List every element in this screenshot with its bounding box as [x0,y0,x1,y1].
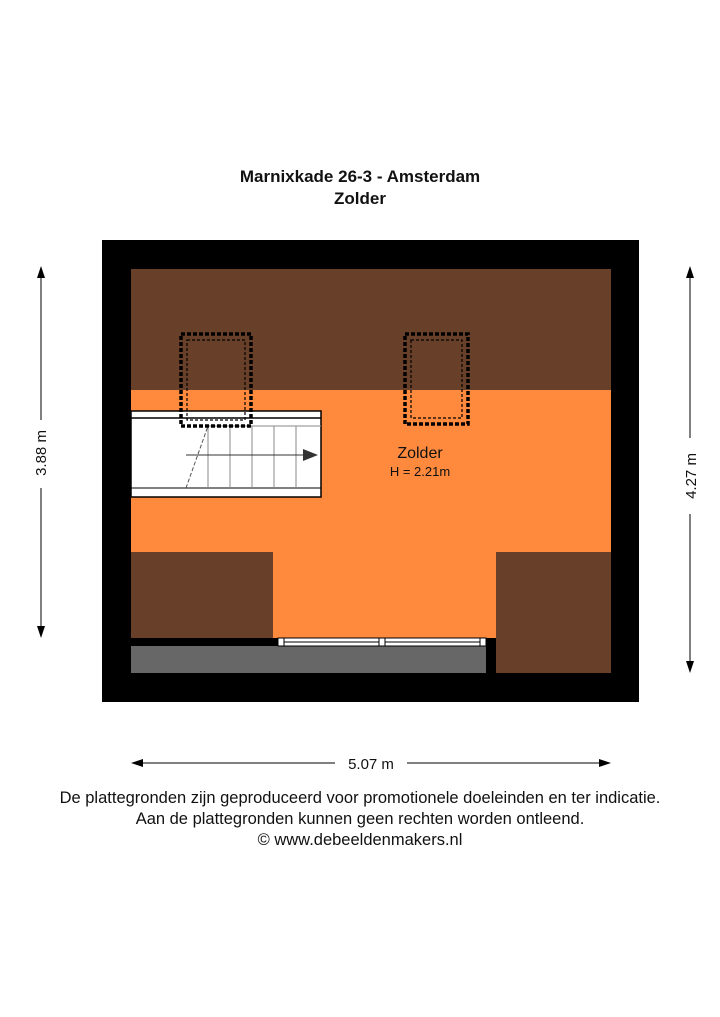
disclaimer-line-2: Aan de plattegronden kunnen geen rechten worden ontleend. [135,810,585,828]
wall-segment-left [131,638,278,646]
floor-name: Zolder [334,189,386,208]
terrace [131,646,486,673]
staircase [131,411,321,497]
dimension-bottom [131,756,611,773]
copyright-line: © www.debeeldenmakers.nl [257,831,463,849]
dimension-left-label: 3.88 m [33,430,50,476]
sloped-roof-zone-top [131,269,611,390]
disclaimer-line-1: De plattegronden zijn geproduceerd voor promotionele doeleinden en ter indicatie. [59,789,661,807]
room-name-label: Zolder [397,445,443,462]
sloped-roof-zone-left [131,552,273,638]
wall-segment-right [486,638,496,673]
dimension-bottom-label: 5.07 m [348,756,394,773]
room-height-label: H = 2.21m [389,464,451,479]
dimension-right [683,266,700,673]
dimension-right-label: 4.27 m [683,453,700,499]
sloped-roof-zone-right [496,552,611,673]
window-frame [278,638,486,646]
page-title: Marnixkade 26-3 - Amsterdam [239,167,481,186]
dimension-left [33,266,50,638]
